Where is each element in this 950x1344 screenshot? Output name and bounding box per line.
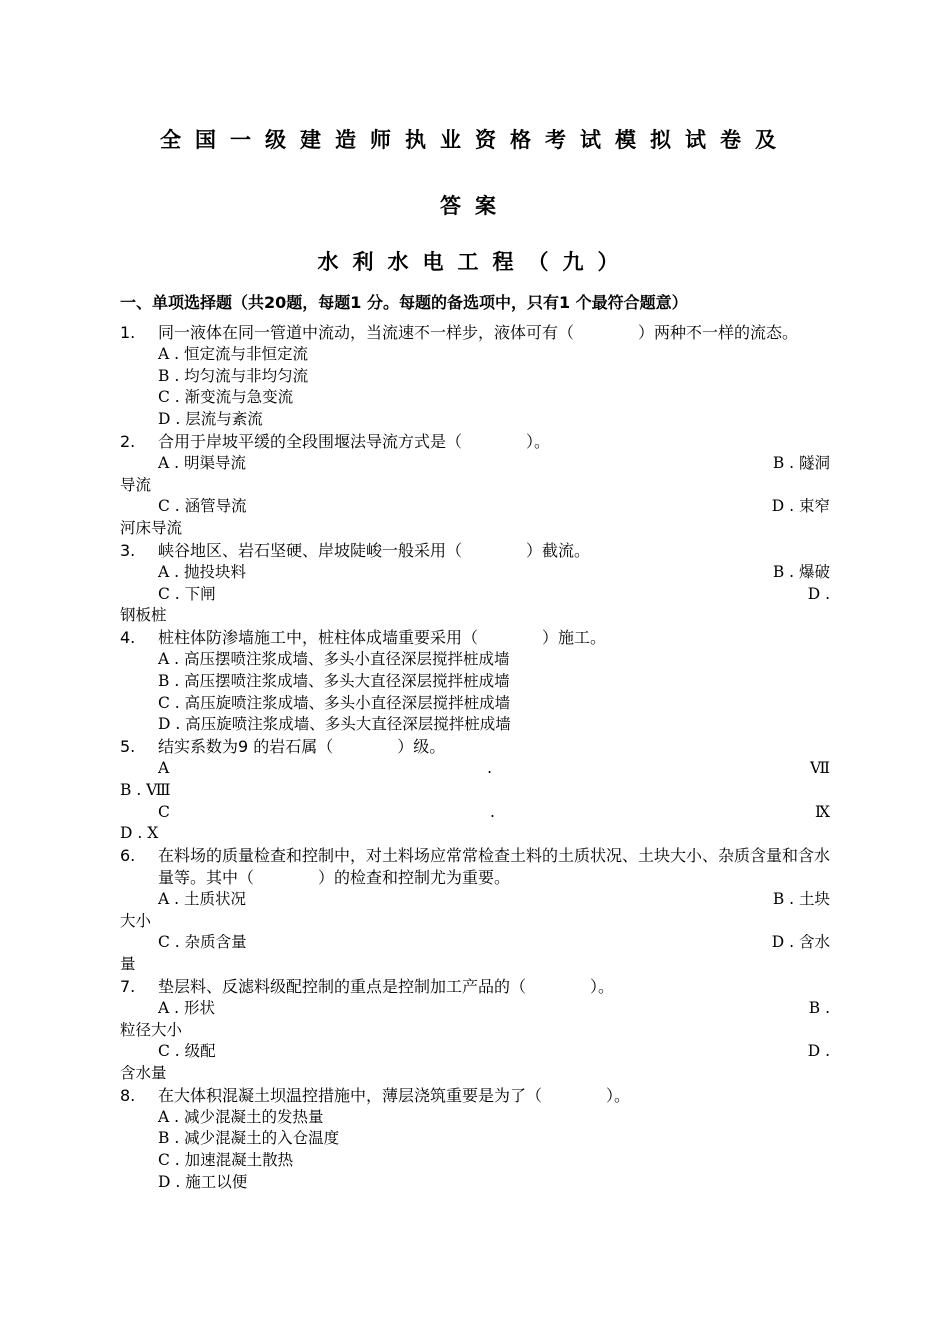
question-5 [120, 736, 830, 758]
option: A . 抛投块料 [158, 562, 246, 581]
question-number: 4. [120, 628, 136, 648]
option-row [120, 932, 830, 954]
question-number: 2. [120, 431, 136, 451]
option-wrap: 钢板桩 [120, 606, 167, 625]
question-text: 在料场的质量检查和控制中，对土料场应常常检查土料的土质状况、土块大小、杂质含量和含水量等。其中（ ）的检查和控制尤为重要。 [158, 846, 831, 887]
option-row [120, 1041, 830, 1063]
option: A . 恒定流与非恒定流 [158, 344, 308, 363]
option: B . 隧洞 [772, 453, 830, 472]
option: B . [808, 998, 830, 1017]
option: Ⅸ [815, 802, 830, 821]
question-2 [120, 431, 830, 453]
option: A . 土质状况 [158, 889, 246, 908]
option-dot: . [489, 802, 495, 821]
option: A . 减少混凝土的发热量 [158, 1107, 324, 1126]
option: D . 含水 [771, 933, 830, 952]
question-number: 3. [120, 540, 136, 560]
option: D . 束窄 [771, 497, 830, 516]
option: B . 减少混凝土的入仓温度 [158, 1129, 340, 1148]
question-text: 在大体积混凝土坝温控措施中，薄层浇筑重要是为了（ ）。 [158, 1085, 631, 1105]
option-wrap: 含水量 [120, 1064, 167, 1083]
option-row [120, 998, 830, 1020]
title-line-1: 全国一级建造师执业资格考试模拟试卷及 [160, 128, 790, 152]
option-row [120, 889, 830, 911]
option: C . 渐变流与急变流 [158, 388, 294, 407]
question-text: 合用于岸坡平缓的全段围堰法导流方式是（ ）。 [158, 431, 551, 451]
option-wrap: D . Ⅹ [120, 824, 159, 843]
question-number: 5. [120, 737, 136, 757]
option: A . 明渠导流 [158, 453, 246, 472]
option: B . 均匀流与非均匀流 [158, 366, 309, 385]
option-dot: . [487, 758, 493, 777]
title-line-3: 水利水电工程（九） [317, 250, 633, 274]
title-line-2: 答案 [440, 194, 510, 218]
option: C . 加速混凝土散热 [158, 1151, 294, 1170]
option: D . 高压旋喷注浆成墙、多头大直径深层搅拌桩成墙 [158, 715, 511, 734]
section-heading: 一、单项选择题（共20题，每题1 分。每题的备选项中，只有1 个最符合题意） [120, 293, 688, 312]
option-row [120, 496, 830, 518]
option-row [120, 453, 830, 475]
option-wrap: 粒径大小 [120, 1020, 183, 1039]
question-number: 6. [120, 846, 136, 866]
option-row [120, 758, 830, 780]
question-text: 峡谷地区、岩石坚硬、岸坡陡峻一般采用（ ）截流。 [158, 540, 591, 560]
question-text: 结实系数为9 的岩石属（ ）级。 [158, 737, 446, 757]
option: D . [807, 584, 830, 603]
option-wrap: B . Ⅷ [120, 780, 171, 799]
option: B . 土块 [772, 889, 830, 908]
option-wrap: 量 [120, 955, 136, 974]
question-6 [120, 845, 830, 889]
option: C . 高压旋喷注浆成墙、多头小直径深层搅拌桩成墙 [158, 693, 511, 712]
question-8 [120, 1085, 830, 1107]
option: C . 涵管导流 [158, 497, 247, 516]
option: D . [807, 1042, 830, 1061]
question-1 [120, 322, 830, 344]
question-text: 同一液体在同一管道中流动，当流速不一样步，液体可有（ ）两种不一样的流态。 [158, 323, 799, 342]
option-row [120, 562, 830, 584]
option: D . 层流与紊流 [158, 410, 263, 429]
option-wrap: 大小 [120, 911, 152, 930]
option: A . 高压摆喷注浆成墙、多头小直径深层搅拌桩成墙 [158, 649, 510, 668]
question-text: 桩柱体防渗墙施工中，桩柱体成墙重要采用（ ）施工。 [158, 628, 607, 648]
question-list [120, 322, 830, 1194]
option: A [158, 758, 170, 777]
option-wrap: 导流 [120, 475, 152, 494]
option: C . 下闸 [158, 584, 216, 603]
question-7 [120, 976, 830, 998]
question-number: 1. [120, 323, 136, 342]
question-text: 垫层料、反滤料级配控制的重点是控制加工产品的（ ）。 [158, 976, 615, 996]
question-number: 7. [120, 976, 136, 996]
option-wrap: 河床导流 [120, 519, 183, 538]
option: B . 爆破 [772, 562, 830, 581]
question-3 [120, 540, 830, 562]
option: C . 杂质含量 [158, 933, 247, 952]
option: A . 形状 [158, 998, 215, 1017]
question-number: 8. [120, 1085, 136, 1105]
option-row [120, 584, 830, 606]
option: B . 高压摆喷注浆成墙、多头大直径深层搅拌桩成墙 [158, 671, 510, 690]
question-4 [120, 627, 830, 649]
option: D . 施工以便 [158, 1173, 248, 1192]
option-row [120, 802, 830, 824]
option: C [158, 802, 170, 821]
option: Ⅶ [809, 758, 830, 777]
option: C . 级配 [158, 1042, 216, 1061]
